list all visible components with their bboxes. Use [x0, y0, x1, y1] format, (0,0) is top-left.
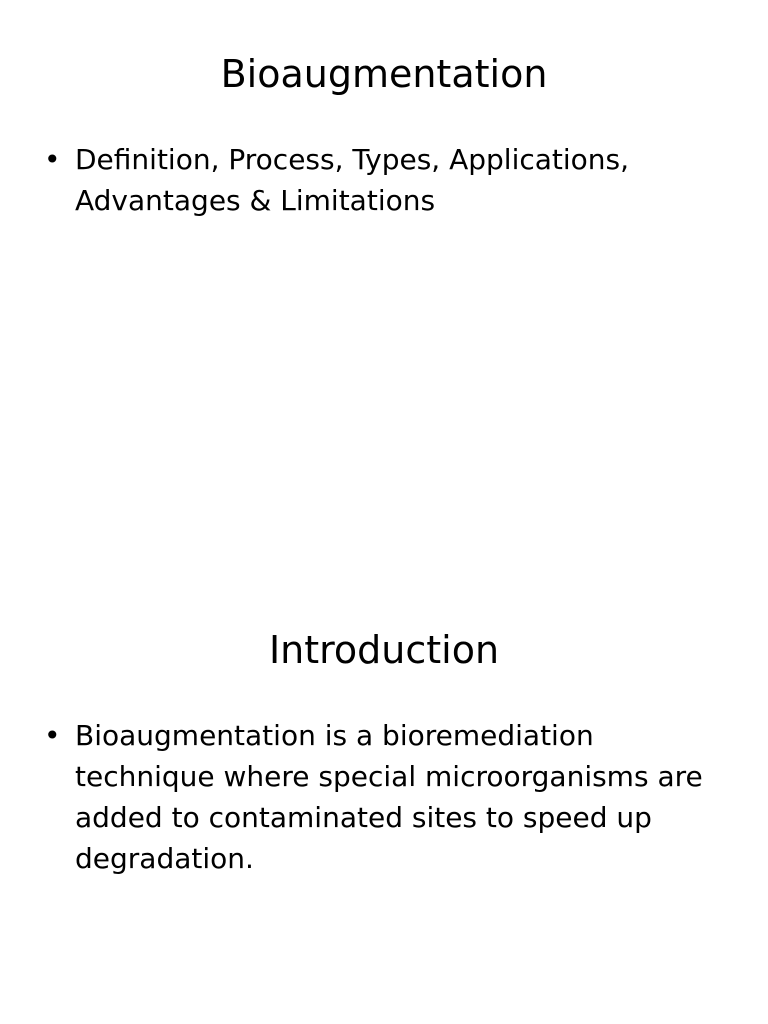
slide-1-bullet-text: Definition, Process, Types, Applications, Advantages & Limitations: [75, 143, 630, 217]
slide-2-title: Introduction: [268, 628, 500, 672]
slide-1-bullet-list: [40, 139, 720, 221]
slide-2-bullet-text: Bioaugmentation is a bioremediation technique where special microorganisms are added to contaminated sites to speed up degradation.: [75, 719, 703, 875]
slide-2: [0, 512, 768, 1024]
slide-2-bullet-item: [40, 715, 720, 879]
slide-1-bullet-item: [40, 139, 720, 221]
bullet-icon: •: [44, 719, 61, 752]
slide-2-bullet-list: [40, 715, 720, 879]
bullet-icon: •: [44, 143, 61, 176]
slide-1-title: Bioaugmentation: [220, 52, 548, 96]
